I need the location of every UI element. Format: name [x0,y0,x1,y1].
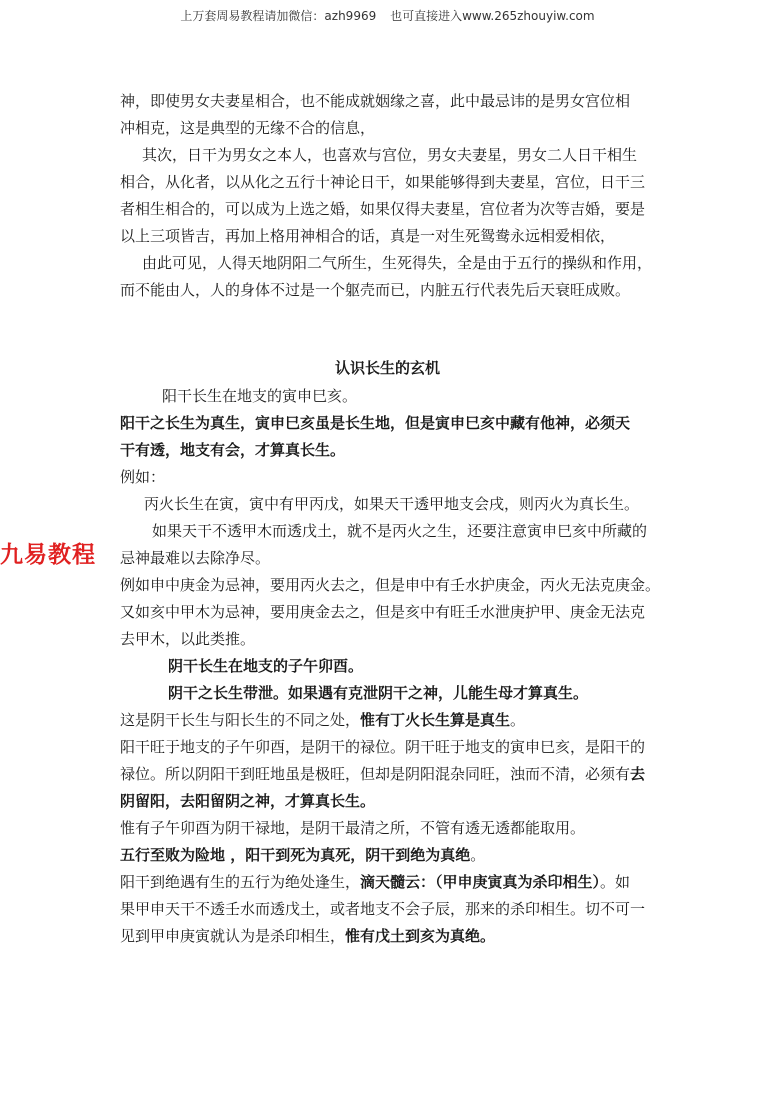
text-run: 。 [510,711,526,729]
paragraph-1 [120,88,680,142]
text-line: 去甲木，以此类推。 [120,630,256,648]
text-line-mixed [120,869,680,896]
text-line-bold: 阴留阳，去阳留阴之神，才算真长生。 [120,792,376,810]
text-line-bold: 干有透，地支有会，才算真长生。 [120,441,346,459]
page-header [0,7,775,24]
header-wechat-text: 上万套周易教程请加微信：azh9969 [180,9,377,23]
section-title: 认识长生的玄机 [334,359,440,377]
header-site-link[interactable]: 也可直接进入www.265zhouyiw.com [390,9,595,23]
text-line: 惟有子午卯酉为阴干禄地，是阴干最清之所，不管有透无透都能取用。 [120,819,586,837]
text-line-mixed [120,842,680,869]
text-line: 以上三项皆吉，再加上格用神相合的话，真是一对生死鸳鸯永远相爱相依， [120,227,616,245]
text-line-mixed [120,761,680,788]
text-run-bold: 五行至败为险地 ，阳干到死为真死，阴干到绝为真绝 [120,846,471,864]
text-line: 冲相克，这是典型的无缘不合的信息， [120,119,376,137]
text-line-bold: 阳干之长生为真生，寅申巳亥虽是长生地，但是寅申巳亥中藏有他神，必须天 [120,414,631,432]
text-line: 如果天干不透甲木而透戊土，就不是丙火之生，还要注意寅申巳亥中所藏的 [152,522,648,540]
text-line-bold: 阴干长生在地支的子午卯酉。 [168,657,364,675]
section-body [120,383,680,950]
text-line: 其次，日干为男女之本人，也喜欢与宫位，男女夫妻星，男女二人日干相生 [142,146,638,164]
paragraph-3 [120,250,680,304]
text-run: 。如 [600,873,631,891]
text-run: 禄位。所以阴阳干到旺地虽是极旺，但却是阴阳混杂同旺，浊而不清，必须有 [120,765,631,783]
text-line: 由此可见，人得天地阴阳二气所生，生死得失，全是由于五行的操纵和作用， [142,254,653,272]
text-run: 这是阴干长生与阳长生的不同之处， [120,711,361,729]
text-run-bold: 去 [630,765,646,783]
text-line: 又如亥中甲木为忌神，要用庚金去之，但是亥中有旺壬水泄庚护甲、庚金无法克 [120,603,646,621]
text-line: 神，即使男女夫妻星相合，也不能成就姻缘之喜，此中最忌讳的是男女宫位相 [120,92,631,110]
text-line-mixed [120,923,680,950]
text-run-bold: 惟有戊土到亥为真绝。 [345,927,496,945]
watermark-logo: 九易教程 [0,542,96,568]
text-run-bold: 惟有丁火长生算是真生 [360,711,511,729]
text-run-bold: 滴天髓云：（甲申庚寅真为杀印相生） [360,873,601,891]
text-line: 者相生相合的，可以成为上选之婚，如果仅得夫妻星，宫位者为次等吉婚，要是 [120,200,646,218]
text-line: 相合，从化者，以从化之五行十神论日干，如果能够得到夫妻星，宫位，日干三 [120,173,646,191]
text-line: 阳干长生在地支的寅申巳亥。 [162,387,358,405]
text-run: 阳干到绝遇有生的五行为绝处逢生， [120,873,361,891]
text-line: 果甲申天干不透壬水而透戊土，或者地支不会子辰，那来的杀印相生。切不可一 [120,900,646,918]
text-line: 而不能由人，人的身体不过是一个躯壳而已，内脏五行代表先后天衰旺成败。 [120,281,631,299]
text-line: 丙火长生在寅，寅中有甲丙戊，如果天干透甲地支会戌，则丙火为真长生。 [144,495,640,513]
text-line-mixed [120,707,680,734]
text-line-bold: 阴干之长生带泄。如果遇有克泄阴干之神，儿能生母才算真生。 [168,684,589,702]
text-line: 例如： [120,468,166,486]
text-line: 例如申中庚金为忌神，要用丙火去之，但是申中有壬水护庚金，丙火无法克庚金。 [120,576,661,594]
text-line: 阳干旺于地支的子午卯酉，是阴干的禄位。阴干旺于地支的寅申巳亥，是阳干的 [120,738,646,756]
text-run: 。 [470,846,486,864]
text-line: 忌神最难以去除净尽。 [120,549,271,567]
paragraph-2 [120,142,680,250]
text-run: 见到甲申庚寅就认为是杀印相生， [120,927,346,945]
